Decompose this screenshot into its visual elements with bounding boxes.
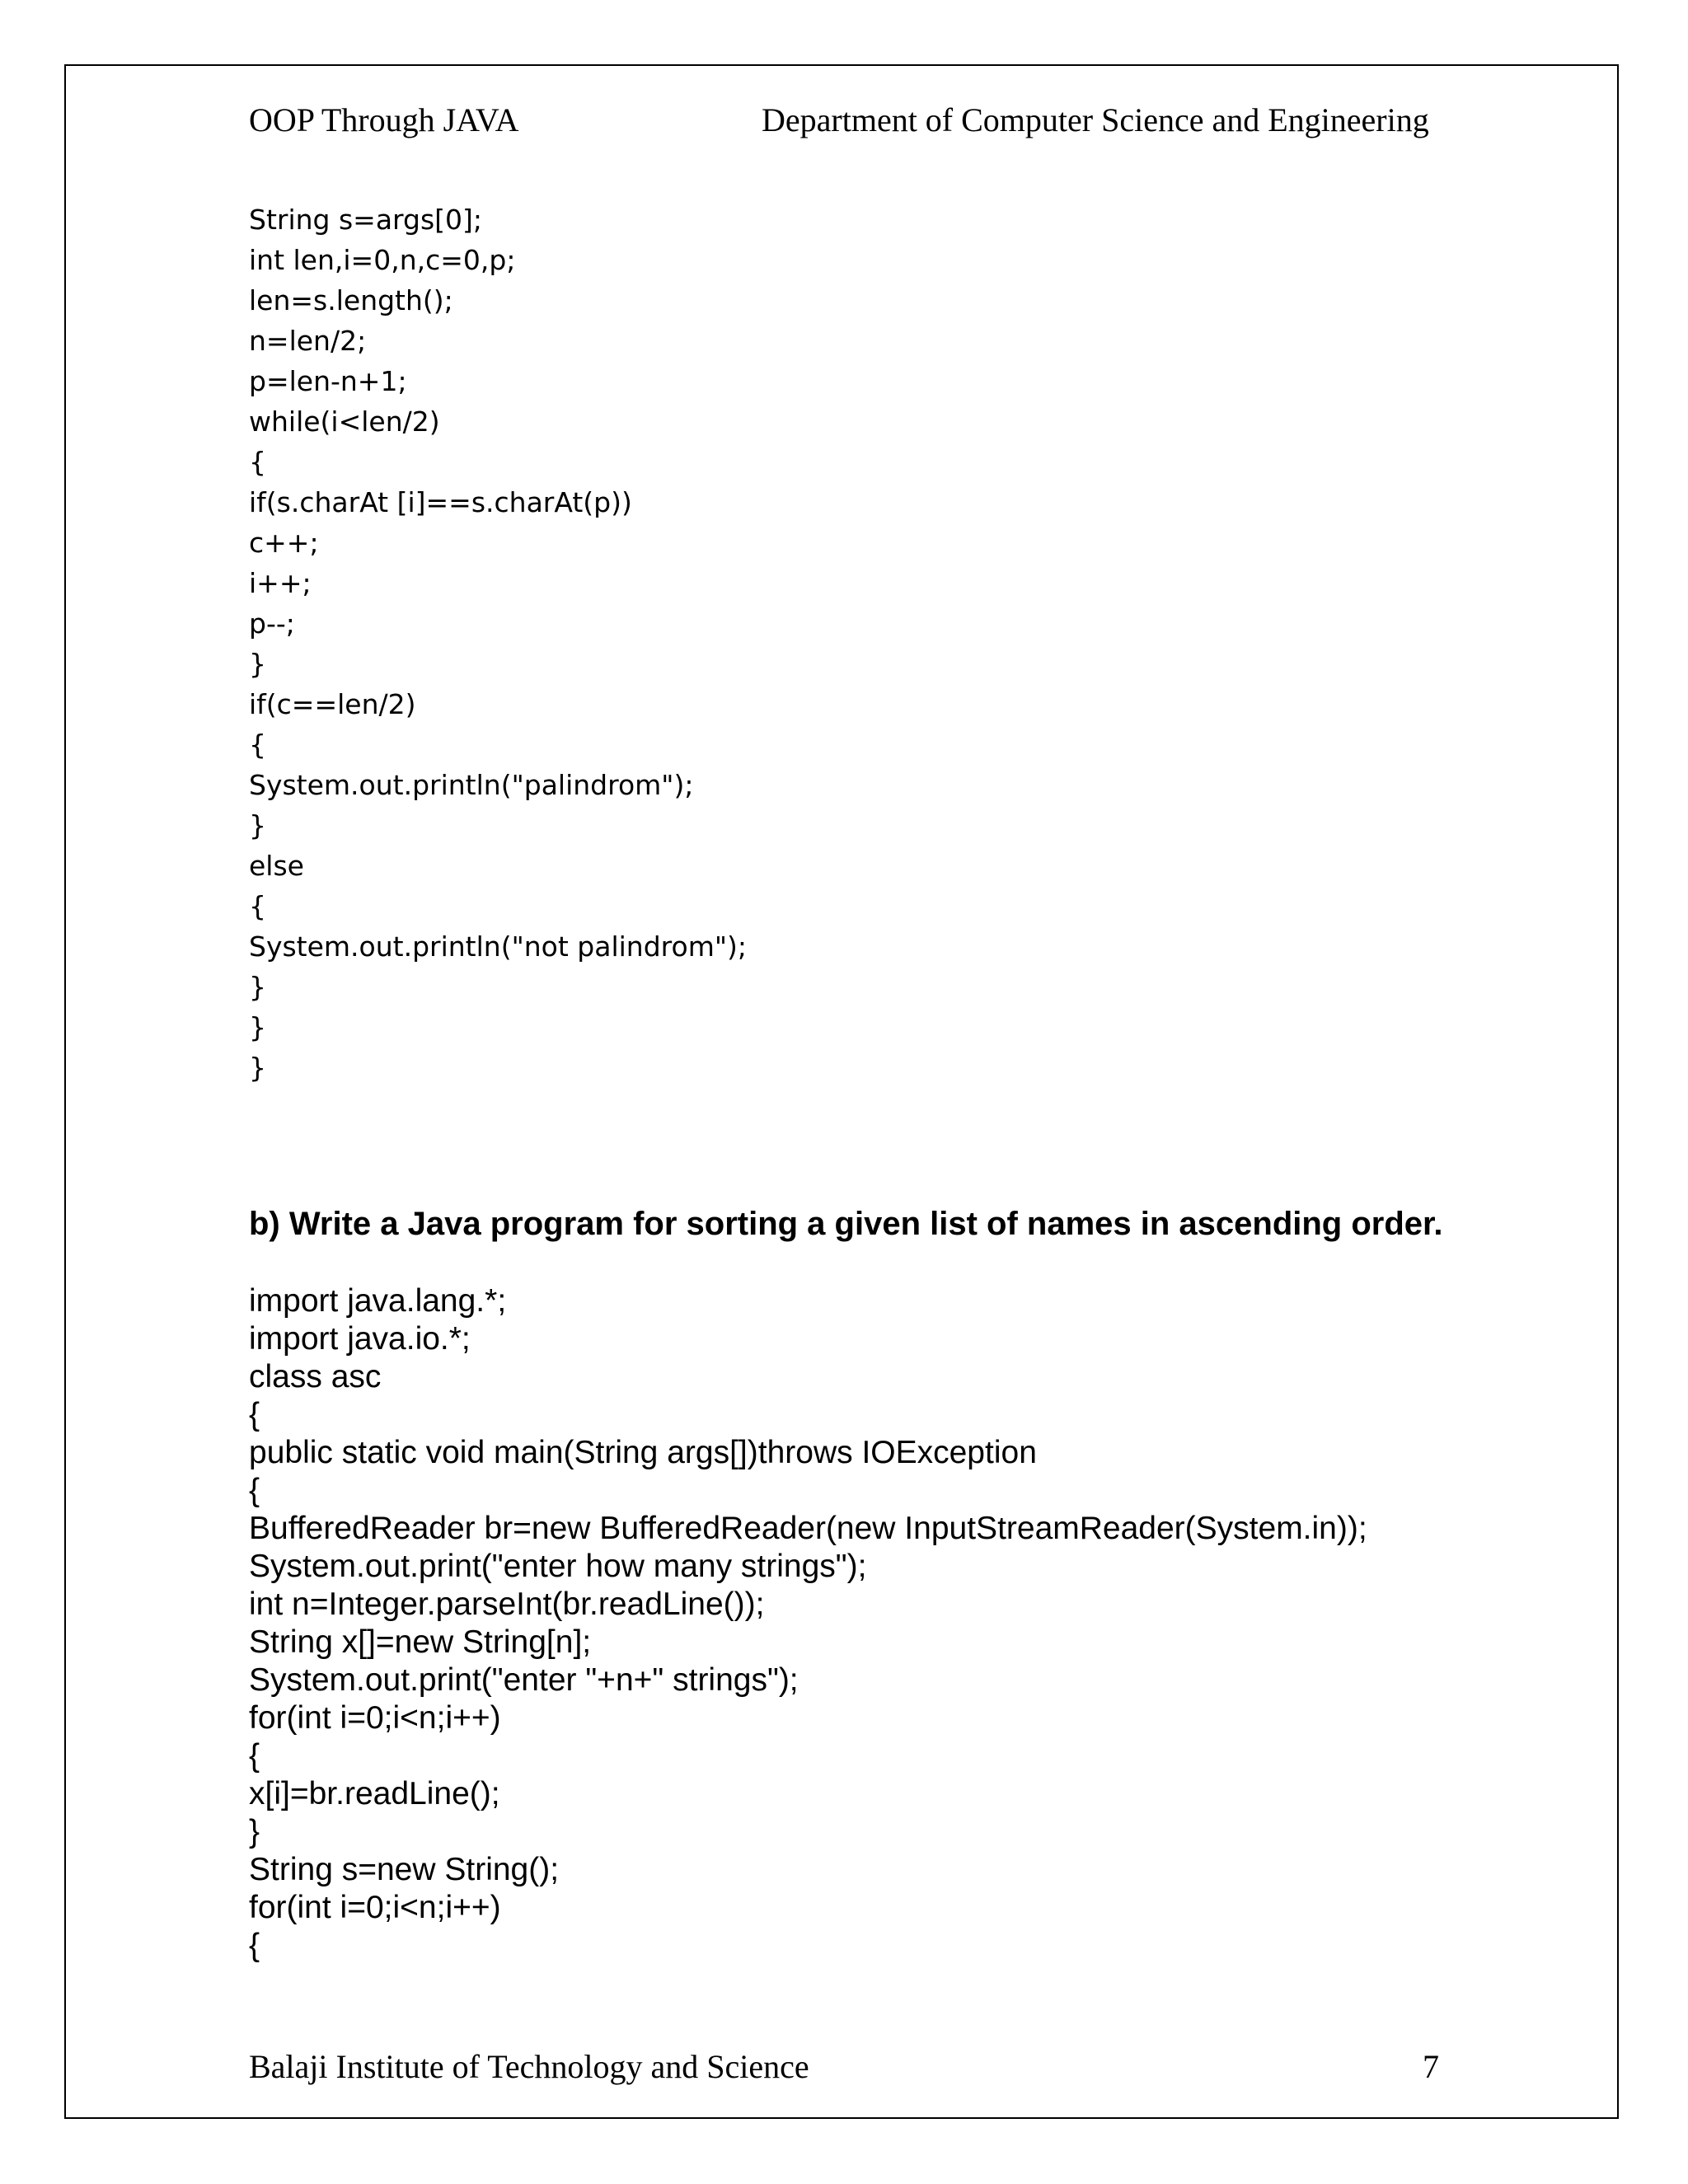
code-line: } xyxy=(249,1814,260,1849)
code-line: else xyxy=(249,850,304,882)
code-line: int n=Integer.parseInt(br.readLine()); xyxy=(249,1586,765,1622)
code-line: { xyxy=(249,890,266,922)
code-block-palindrome xyxy=(249,199,747,1088)
code-line: String s=args[0]; xyxy=(249,204,483,236)
code-line: String x[]=new String[n]; xyxy=(249,1624,592,1660)
code-line: import java.lang.*; xyxy=(249,1283,507,1319)
code-line: { xyxy=(249,1397,260,1432)
header-course-title: OOP Through JAVA xyxy=(249,101,519,138)
header-department: Department of Computer Science and Engineering xyxy=(762,101,1429,138)
code-line: { xyxy=(249,446,266,478)
code-line: System.out.print("enter how many strings"); xyxy=(249,1549,867,1584)
code-line: { xyxy=(249,1473,260,1508)
code-line: { xyxy=(249,1928,260,1963)
code-line: while(i<len/2) xyxy=(249,405,440,438)
code-line: BufferedReader br=new BufferedReader(new InputStreamReader(System.in)); xyxy=(249,1511,1367,1546)
code-line: if(s.charAt [i]==s.charAt(p)) xyxy=(249,486,632,518)
code-line: i++; xyxy=(249,567,312,599)
code-line: System.out.print("enter "+n+" strings"); xyxy=(249,1662,799,1698)
code-line: len=s.length(); xyxy=(249,284,453,316)
code-line: if(c==len/2) xyxy=(249,688,416,720)
code-line: c++; xyxy=(249,527,319,559)
code-line: } xyxy=(249,1011,266,1043)
section-heading-sorting: b) Write a Java program for sorting a given list of names in ascending order. xyxy=(249,1206,1443,1242)
code-line: public static void main(String args[])throws IOException xyxy=(249,1435,1037,1470)
code-line: } xyxy=(249,1052,266,1084)
code-line: for(int i=0;i<n;i++) xyxy=(249,1700,501,1736)
code-line: System.out.println("palindrom"); xyxy=(249,769,694,801)
code-line: { xyxy=(249,1738,260,1774)
code-line: } xyxy=(249,971,266,1003)
footer-institute: Balaji Institute of Technology and Science xyxy=(249,2048,809,2085)
code-line: n=len/2; xyxy=(249,325,367,357)
code-line: import java.io.*; xyxy=(249,1321,471,1357)
code-line: System.out.println("not palindrom"); xyxy=(249,930,748,963)
code-line: } xyxy=(249,648,266,680)
code-line: String s=new String(); xyxy=(249,1852,560,1887)
page-number: 7 xyxy=(1423,2048,1439,2085)
code-line: for(int i=0;i<n;i++) xyxy=(249,1890,501,1925)
code-line: x[i]=br.readLine(); xyxy=(249,1776,500,1811)
code-line: } xyxy=(249,809,266,841)
code-line: int len,i=0,n,c=0,p; xyxy=(249,244,516,276)
code-line: { xyxy=(249,729,266,761)
code-line: p=len-n+1; xyxy=(249,365,407,397)
code-line: p--; xyxy=(249,607,295,640)
code-line: class asc xyxy=(249,1359,382,1394)
code-block-sorting xyxy=(249,1282,1367,1965)
